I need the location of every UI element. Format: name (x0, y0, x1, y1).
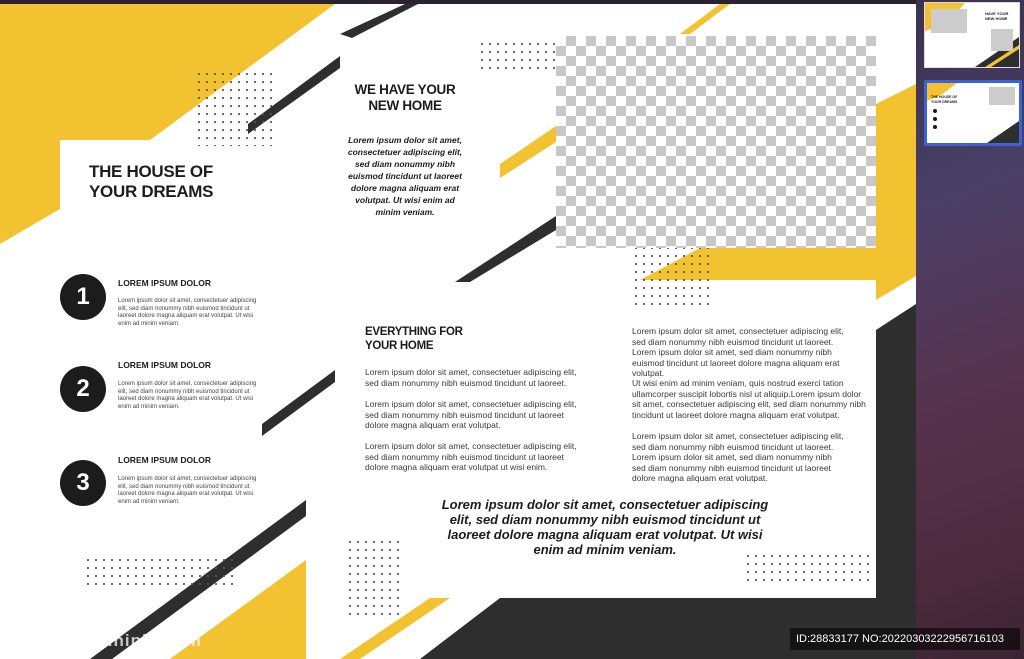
paragraph: Lorem ipsum dolor sit amet, consectetuer adipiscing elit, sed diam nonummy nibh euismod tincidunt ut laoreet dolore magna aliquam erat volutpat ut wisi enim. (365, 441, 577, 472)
paragraph: Ut wisi enim ad minim veniam, quis nostrud exerci tation ullamcorper suscipit lobortis nisl ut aliquip.Lorem ipsum dolor sit amet, consectetuer adipiscing elit, sed diam nonummy nibh tincidunt ut laoreet dolore magna aliquam erat volutpat. (632, 378, 866, 420)
heading-line: WE HAVE YOUR (354, 82, 456, 97)
dot-pattern (346, 538, 402, 618)
feature-number-3: 3 (60, 460, 106, 506)
dot-pattern (195, 70, 275, 146)
section-heading (365, 326, 463, 353)
yellow-stripe-top (680, 4, 730, 34)
watermark-site: 昵图网 www.nipic.com (6, 631, 202, 650)
thumbnail-preview (927, 83, 1019, 143)
feature-text: Lorem ipsum dolor sit amet, consectetuer adipiscing elit, sed diam nonummy nibh euismod tincidunt ut laoreet dolore magna aliquam erat volutpat. Ut wisi enim ad minim veniam. (118, 298, 257, 327)
feature-text: Lorem ipsum dolor sit amet, consectetuer adipiscing elit, sed diam nonummy nibh euismod tincidunt ut laoreet dolore magna aliquam erat volutpat. Ut wisi enim ad minim veniam. (118, 381, 257, 410)
yellow-shape-top-left (0, 4, 335, 244)
paragraph: Lorem ipsum dolor sit amet, consectetuer adipiscing elit, sed diam nonummy nibh euismod tincidunt ut laoreet. Lorem ipsum dolor sit amet, sed diam nonummy nibh euismod tincidunt ut laoreet dolore magna aliquam erat volutpat. (632, 326, 844, 378)
section-heading (340, 82, 470, 114)
dark-stripe-3 (455, 216, 556, 282)
thumbnail-title: THE HOUSE OF YOUR DREAMS (931, 95, 958, 104)
feature-heading: LOREM IPSUM DOLOR (118, 278, 212, 288)
paragraph: Lorem ipsum dolor sit amet, consectetuer adipiscing elit, sed diam nonummy nibh euismod tincidunt ut laoreet dolore magna aliquam erat volutpat. (365, 399, 577, 430)
paragraph: Lorem ipsum dolor sit amet, consectetuer adipiscing elit, sed diam nonummy nibh euismod tincidunt ut laoreet. (365, 367, 577, 388)
heading-line: YOUR HOME (365, 339, 434, 352)
dark-stripe-4 (262, 370, 335, 436)
feature-text: Lorem ipsum dolor sit amet, consectetuer adipiscing elit, sed diam nonummy nibh euismod tincidunt ut laoreet dolore magna aliquam erat volutpat. Ut wisi enim ad minim veniam. (118, 476, 257, 505)
intro-text: Lorem ipsum dolor sit amet, consectetuer adipiscing elit, sed diam nonummy nibh euismod tincidunt ut laoreet dolore magna aliquam erat volutpat. Ut wisi enim ad minim veniam. (347, 135, 463, 217)
quote-text: Lorem ipsum dolor sit amet, consectetuer adipiscing elit, sed diam nonummy nibh euismod tincidunt ut laoreet dolore magna aliquam erat volutpat. Ut wisi enim ad minim veniam. (441, 497, 769, 557)
paragraph: Lorem ipsum dolor sit amet, consectetuer adipiscing elit, sed diam nonummy nibh euismod tincidunt ut laoreet. Lorem ipsum dolor sit amet, sed diam nonummy nibh sed diam nonummy nibh euismod tincidunt ut laoreet dolore magna aliquam erat volutpat. (632, 431, 844, 483)
feature-number-2: 2 (60, 366, 106, 412)
dot-pattern (84, 556, 234, 588)
thumbnail-title: HAVE YOUR NEW HOME (985, 11, 1009, 21)
heading-line: NEW HOME (368, 97, 442, 113)
yellow-stripe-mid (500, 126, 556, 178)
heading-line: EVERYTHING FOR (365, 326, 463, 338)
watermark-id: ID:28833177 NO:20220303222956716103 (790, 628, 1020, 650)
title-line: THE HOUSE OF (89, 162, 213, 181)
feature-heading: LOREM IPSUM DOLOR (118, 360, 212, 370)
feature-number-1: 1 (60, 274, 106, 320)
dark-stripe-1 (340, 4, 418, 38)
page-title (89, 162, 213, 202)
page-thumbnail-2[interactable] (924, 80, 1022, 146)
feature-heading: LOREM IPSUM DOLOR (118, 455, 212, 465)
yellow-shape-right (876, 84, 916, 300)
image-placeholder[interactable] (556, 36, 876, 248)
title-line: YOUR DREAMS (89, 182, 214, 202)
page-thumbnail-1[interactable] (924, 2, 1020, 68)
brochure-canvas (0, 4, 916, 659)
dark-shape-right (876, 304, 916, 659)
